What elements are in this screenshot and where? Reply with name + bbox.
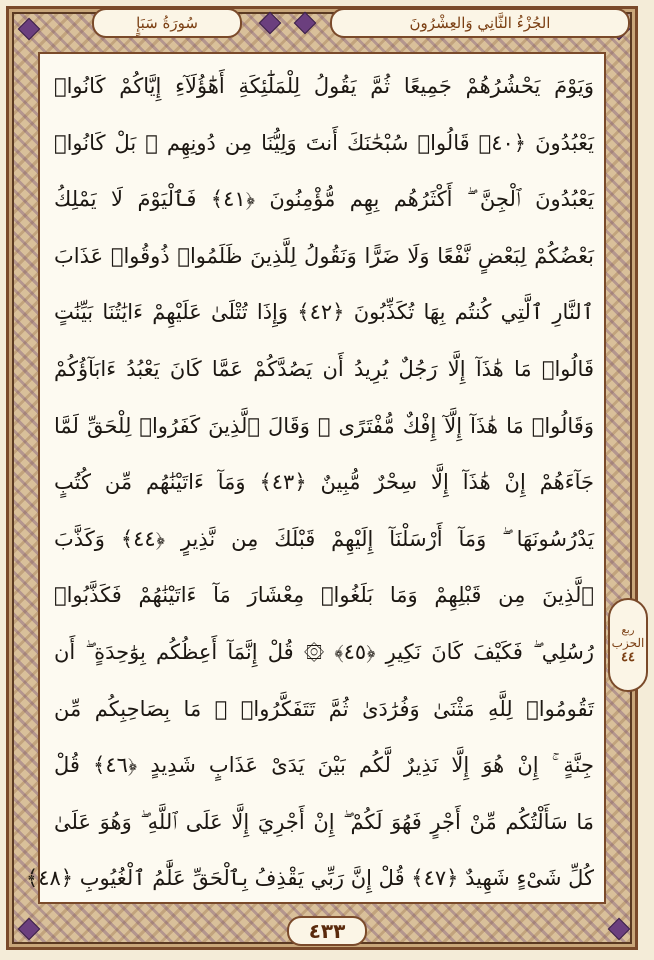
hizb-marker — [608, 598, 648, 692]
verse-line: يَعْبُدُونَ ٱلْجِنَّ ۖ أَكْثَرُهُم بِهِم مُّؤْمِنُونَ ﴿٤١﴾ فَٱلْيَوْمَ لَا يَمْلِكُ — [54, 187, 595, 212]
verse-line: وَيَوْمَ يَحْشُرُهُمْ جَمِيعًا ثُمَّ يَقُولُ لِلْمَلَٰٓئِكَةِ أَهَٰٓؤُلَآءِ إِيَّاكُمْ كَانُوا۟ — [54, 74, 594, 98]
verse-line: ٱلَّذِينَ مِن قَبْلِهِمْ وَمَا بَلَغُوا۟ مِعْشَارَ مَآ ءَاتَيْنَٰهُمْ فَكَذَّبُوا۟ — [54, 583, 594, 608]
verse-line: وَقَالُوا۟ مَا هَٰذَآ إِلَّآ إِفْكٌ مُّفْتَرًى ۚ وَقَالَ ٱلَّذِينَ كَفَرُوا۟ لِلْحَقِّ لَمَّا — [54, 413, 594, 438]
corner-ornament-bottom-left — [14, 914, 44, 944]
corner-ornament-bottom-right — [604, 914, 634, 944]
surah-label: سُورَةُ سَبَإٍ — [92, 8, 242, 38]
juz-label: الجُزْءُ الثَّانِي وَالعِشْرُونَ — [330, 8, 630, 38]
verse-line: يَدْرُسُونَهَا ۖ وَمَآ أَرْسَلْنَآ إِلَيْهِمْ قَبْلَكَ مِن نَّذِيرٍ ﴿٤٤﴾ وَكَذَّبَ — [54, 526, 594, 551]
verse-line: تَقُومُوا۟ لِلَّهِ مَثْنَىٰ وَفُرَٰدَىٰ ثُمَّ تَتَفَكَّرُوا۟ ۚ مَا بِصَاحِبِكُم مِّن — [54, 696, 594, 721]
verse-line: ٱلنَّارِ ٱلَّتِي كُنتُم بِهَا تُكَذِّبُونَ ﴿٤٢﴾ وَإِذَا تُتْلَىٰ عَلَيْهِمْ ءَايَٰتُنَا بَيِّنَٰتٍ — [54, 300, 594, 325]
verse-line: كُلِّ شَىْءٍ شَهِيدٌ ﴿٤٧﴾ قُلْ إِنَّ رَبِّي يَقْذِفُ بِٱلْحَقِّ عَلَّٰمُ ٱلْغُيُوبِ ﴿٤٨﴾ — [25, 866, 594, 891]
verse-line: قَالُوا۟ مَا هَٰذَآ إِلَّا رَجُلٌ يُرِيدُ أَن يَصُدَّكُمْ عَمَّا كَانَ يَعْبُدُ ءَابَآؤُكُمْ — [54, 356, 594, 381]
header-ornament — [252, 12, 322, 34]
text-area — [25, 52, 606, 904]
verse-lines — [25, 58, 608, 907]
hizb-quarter-label: ربع — [621, 625, 635, 636]
verse-line: مَا سَأَلْتُكُم مِّنْ أَجْرٍ فَهُوَ لَكُمْ ۖ إِنْ أَجْرِيَ إِلَّا عَلَى ٱللَّهِ ۖ وَهُوَ عَلَىٰ — [54, 809, 594, 834]
verse-line: رُسُلِي ۖ فَكَيْفَ كَانَ نَكِيرِ ﴿٤٥﴾ ۞ قُلْ إِنَّمَآ أَعِظُكُم بِوَٰحِدَةٍ ۖ أَن — [54, 639, 594, 664]
hizb-label: الحزب — [611, 636, 645, 650]
page-number: ٤٣٣ — [287, 916, 367, 946]
hizb-number: ٤٤ — [621, 650, 635, 665]
verse-line: بَعْضُكُمْ لِبَعْضٍ نَّفْعًا وَلَا ضَرًّا وَنَقُولُ لِلَّذِينَ ظَلَمُوا۟ ذُوقُوا۟ عَذَابَ — [54, 243, 594, 268]
verse-line: جِنَّةٍ ۚ إِنْ هُوَ إِلَّا نَذِيرٌ لَّكُم بَيْنَ يَدَىْ عَذَابٍ شَدِيدٍ ﴿٤٦﴾ قُلْ — [54, 753, 594, 778]
verse-line: جَآءَهُمْ إِنْ هَٰذَآ إِلَّا سِحْرٌ مُّبِينٌ ﴿٤٣﴾ وَمَآ ءَاتَيْنَٰهُم مِّن كُتُبٍ — [54, 470, 595, 495]
verse-line: يَعْبُدُونَ ﴿٤٠﴾ قَالُوا۟ سُبْحَٰنَكَ أَنتَ وَلِيُّنَا مِن دُونِهِم ۖ بَلْ كَانُوا۟ — [54, 130, 594, 155]
corner-ornament-top-left — [14, 14, 44, 44]
